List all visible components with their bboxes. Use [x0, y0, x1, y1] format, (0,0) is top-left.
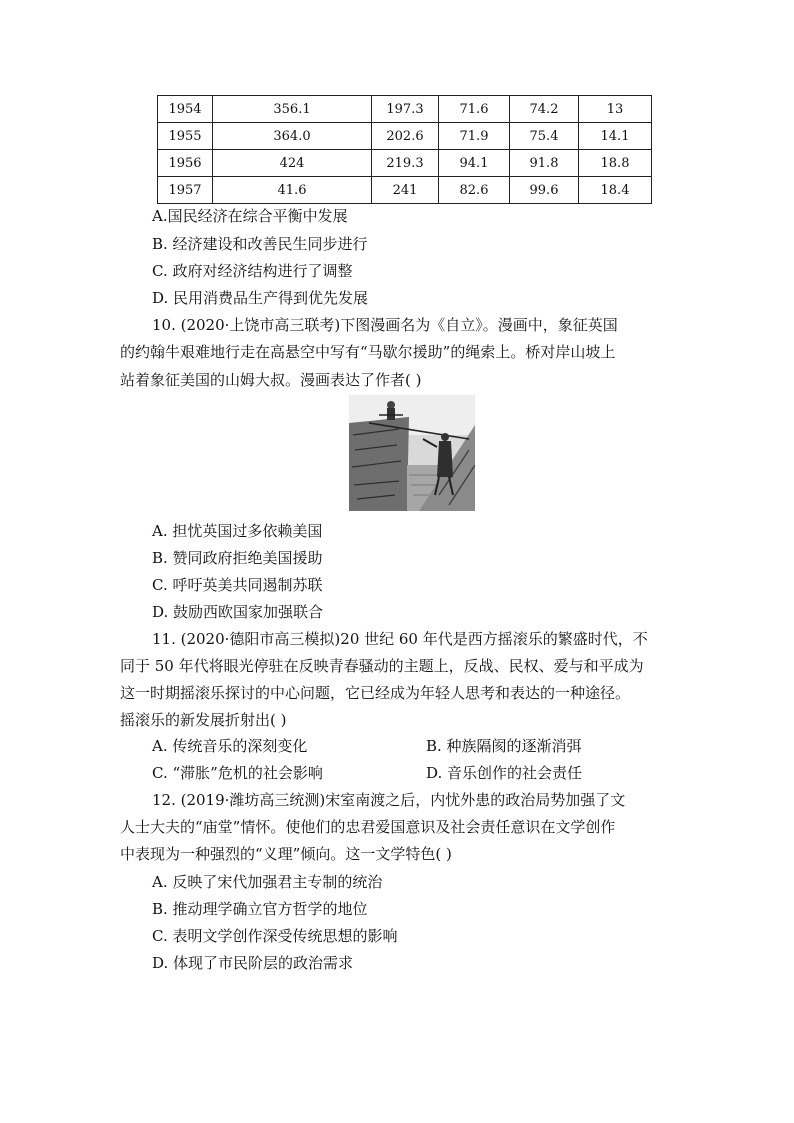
q12-option-d: D. 体现了市民阶层的政治需求	[152, 954, 354, 972]
table-row	[158, 96, 652, 123]
table-cell: 91.8	[510, 150, 579, 177]
q11-stem-line-3: 这一时期摇滚乐探讨的中心问题，它已经成为年轻人思考和表达的一种途径。	[120, 684, 631, 702]
table-cell: 424	[213, 150, 372, 177]
table-cell: 364.0	[213, 123, 372, 150]
table-cell: 197.3	[372, 96, 439, 123]
table-cell: 74.2	[510, 96, 579, 123]
table-row	[158, 150, 652, 177]
table-row	[158, 123, 652, 150]
q9-option-d: D. 民用消费品生产得到优先发展	[152, 289, 369, 307]
q11-option-d: D. 音乐创作的社会责任	[426, 764, 583, 782]
table-cell: 202.6	[372, 123, 439, 150]
table-row	[158, 177, 652, 204]
q11-stem-line-1: 11. (2020·德阳市高三模拟)20 世纪 60 年代是西方摇滚乐的繁盛时代，不	[152, 630, 648, 648]
q12-stem-line-2: 人士大夫的“庙堂”情怀。使他们的忠君爱国意识及社会责任意识在文学创作	[120, 818, 616, 836]
q12-stem-line-1: 12. (2019·潍坊高三统测)宋室南渡之后，内忧外患的政治局势加强了文	[152, 791, 626, 809]
q12-option-a: A. 反映了宋代加强君主专制的统治	[152, 873, 383, 891]
table-cell: 71.6	[439, 96, 510, 123]
q12-stem-line-3: 中表现为一种强烈的“义理”倾向。这一文学特色( )	[120, 845, 452, 863]
table-cell: 241	[372, 177, 439, 204]
table-cell: 1956	[158, 150, 213, 177]
data-table	[157, 95, 652, 204]
q10-option-d: D. 鼓励西欧国家加强联合	[152, 603, 324, 621]
cartoon-image	[349, 395, 475, 511]
q10-option-b: B. 赞同政府拒绝美国援助	[152, 549, 323, 567]
table-cell: 18.4	[579, 177, 652, 204]
table-cell: 14.1	[579, 123, 652, 150]
q10-stem-line-3: 站着象征美国的山姆大叔。漫画表达了作者( )	[120, 371, 422, 389]
table-cell: 219.3	[372, 150, 439, 177]
q11-option-c: C. “滞胀”危机的社会影响	[152, 764, 323, 782]
table-cell: 356.1	[213, 96, 372, 123]
table-cell: 18.8	[579, 150, 652, 177]
table-cell: 71.9	[439, 123, 510, 150]
table-cell: 1954	[158, 96, 213, 123]
q12-option-b: B. 推动理学确立官方哲学的地位	[152, 900, 368, 918]
q10-stem-line-1: 10. (2020·上饶市高三联考)下图漫画名为《自立》。漫画中，象征英国	[152, 316, 618, 334]
q9-option-a: A.国民经济在综合平衡中发展	[152, 207, 348, 225]
q10-option-a: A. 担忧英国过多依赖美国	[152, 522, 323, 540]
q11-stem-line-2: 同于 50 年代将眼光停驻在反映青春骚动的主题上，反战、民权、爱与和平成为	[120, 657, 644, 675]
q11-option-b: B. 种族隔阂的逐渐消弭	[426, 737, 582, 755]
table-cell: 82.6	[439, 177, 510, 204]
table-cell: 13	[579, 96, 652, 123]
q10-option-c: C. 呼吁英美共同遏制苏联	[152, 576, 323, 594]
q11-stem-line-4: 摇滚乐的新发展折射出( )	[120, 711, 287, 729]
table-cell: 75.4	[510, 123, 579, 150]
table-cell: 94.1	[439, 150, 510, 177]
q10-stem-line-2: 的约翰牛艰难地行走在高悬空中写有“马歇尔援助”的绳索上。桥对岸山坡上	[120, 343, 616, 361]
table-cell: 99.6	[510, 177, 579, 204]
q9-option-b: B. 经济建设和改善民生同步进行	[152, 235, 368, 253]
q11-option-a: A. 传统音乐的深刻变化	[152, 737, 308, 755]
q9-option-c: C. 政府对经济结构进行了调整	[152, 262, 353, 280]
table-cell: 1957	[158, 177, 213, 204]
table-cell: 1955	[158, 123, 213, 150]
table-cell: 41.6	[213, 177, 372, 204]
data-table-container	[157, 95, 652, 204]
q12-option-c: C. 表明文学创作深受传统思想的影响	[152, 927, 398, 945]
